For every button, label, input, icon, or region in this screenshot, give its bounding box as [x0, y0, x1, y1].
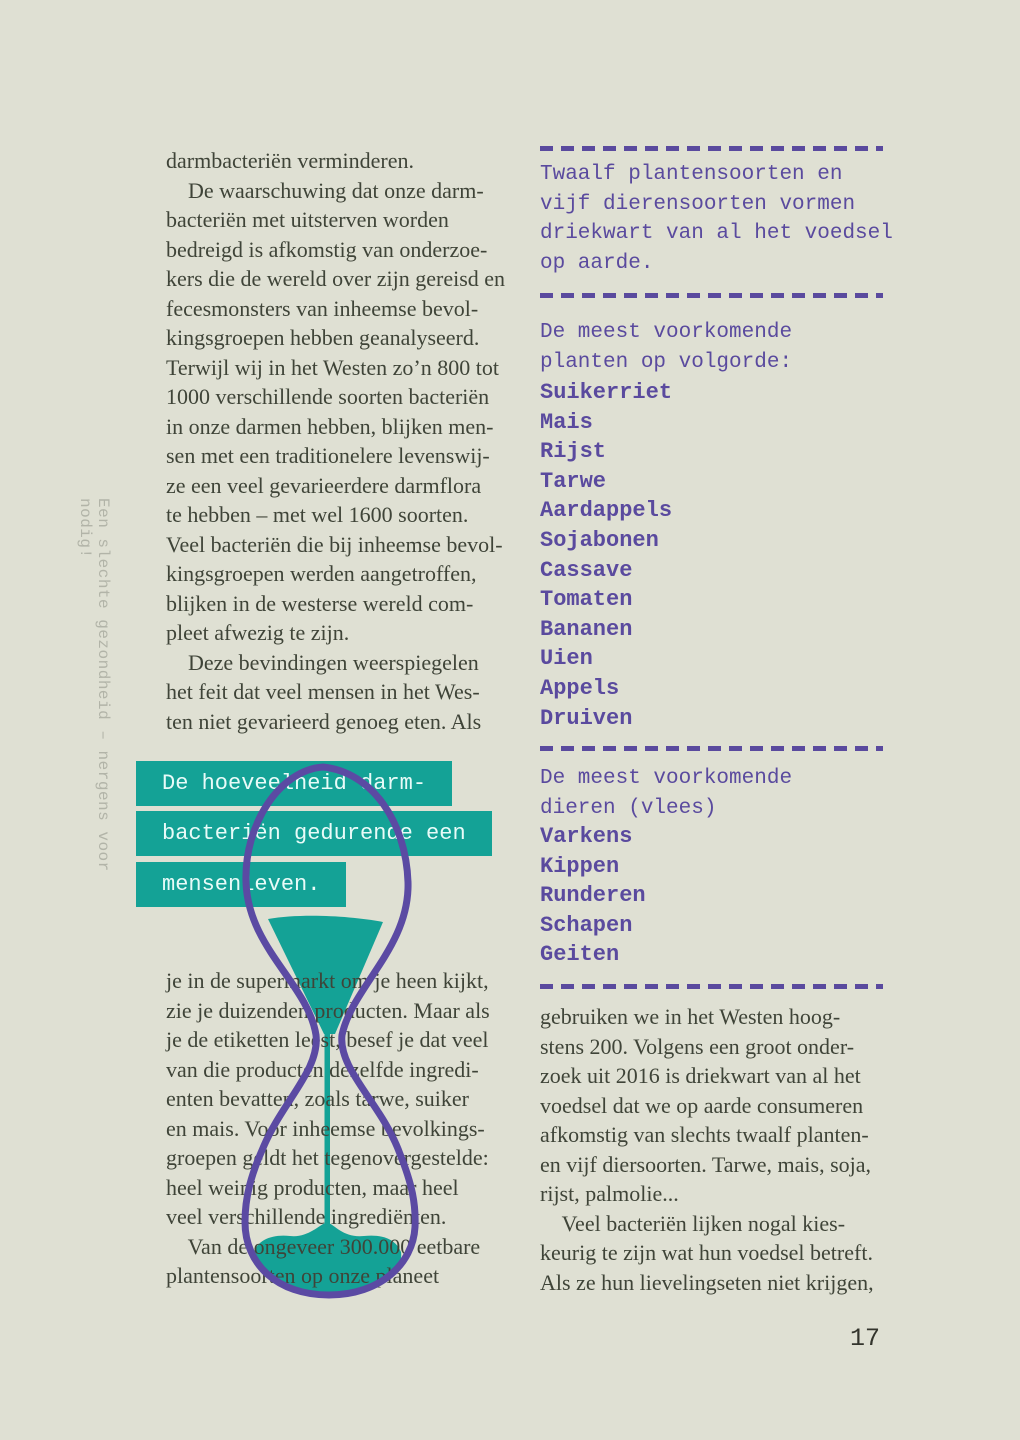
- page-number: 17: [850, 1324, 881, 1353]
- text-line: op aarde.: [540, 251, 654, 275]
- text-line: ze een veel gevarieerdere darmflora: [166, 472, 482, 498]
- dashed-rule-1: [540, 146, 883, 151]
- text-line: veel verschillende ingrediënten.: [166, 1204, 447, 1229]
- spine-text: Een slechte gezondheid – nergens voor nodig!: [76, 498, 112, 872]
- text-line: rijst, palmolie...: [540, 1181, 679, 1206]
- text-line: Aardappels: [540, 498, 673, 524]
- text-line: Tomaten: [540, 587, 633, 613]
- text-line: Bananen: [540, 616, 633, 642]
- text-line: sen met een traditionelere levenswij-: [166, 443, 490, 468]
- dashed-rule-4: [540, 984, 883, 989]
- text-line: plantensoorten op onze planeet: [166, 1263, 440, 1288]
- text-line: bedreigd is afkomstig van onderzoe-: [166, 236, 488, 262]
- text-line: stens 200. Volgens een groot onder-: [540, 1033, 855, 1059]
- text-line: De meest voorkomende: [540, 767, 793, 790]
- text-line: De waarschuwing dat onze darm-: [166, 177, 484, 203]
- text-line: Van de ongeveer 300.000 eetbare: [166, 1233, 481, 1259]
- left-column-paragraph-1: [166, 146, 536, 736]
- text-line: pleet afwezig te zijn.: [166, 620, 350, 645]
- text-line: Deze bevindingen weerspiegelen: [166, 649, 479, 675]
- text-line: Appels: [540, 675, 620, 701]
- text-line: Tarwe: [540, 468, 607, 494]
- text-line: Veel bacteriën lijken nogal kies-: [540, 1210, 846, 1236]
- fact-statement: [540, 160, 893, 278]
- text-line: het feit dat veel mensen in het Wes-: [166, 679, 480, 704]
- dashed-rule-2: [540, 293, 883, 298]
- text-line: Cassave: [540, 557, 633, 583]
- text-line: zie je duizenden producten. Maar als: [166, 997, 490, 1023]
- text-line: je in de supermarkt om je heen kijkt,: [166, 968, 489, 993]
- text-line: ten niet gevarieerd genoeg eten. Als: [166, 708, 482, 734]
- text-line: heel weinig producten, maar heel: [166, 1174, 459, 1200]
- text-line: en mais. Voor inheemse bevolkings-: [166, 1115, 485, 1141]
- text-line: kers die de wereld over zijn gereisd en: [166, 266, 506, 291]
- text-line: Suikerriet: [540, 380, 673, 405]
- text-line: Rijst: [540, 439, 607, 465]
- text-line: groepen geldt het tegenovergestelde:: [166, 1145, 489, 1170]
- animals-list: [540, 822, 646, 970]
- text-line: blijken in de westerse wereld com-: [166, 590, 474, 616]
- text-line: in onze darmen hebben, blijken men-: [166, 413, 494, 439]
- text-line: driekwart van al het voedsel: [540, 222, 893, 245]
- text-line: Als ze hun lievelingseten niet krijgen,: [540, 1269, 874, 1295]
- text-line: kingsgroepen werden aangetroffen,: [166, 561, 477, 586]
- dashed-rule-3: [540, 746, 883, 751]
- text-line: Twaalf plantensoorten en: [540, 163, 843, 186]
- text-line: Varkens: [540, 824, 633, 849]
- callout-bar-1: De hoeveelheid darm-: [136, 761, 452, 806]
- text-line: Geiten: [540, 942, 620, 968]
- plants-list-heading: [540, 318, 792, 377]
- text-line: zoek uit 2016 is driekwart van al het: [540, 1063, 861, 1088]
- left-column-paragraph-2: [166, 966, 536, 1291]
- text-line: Schapen: [540, 912, 633, 938]
- text-line: Uien: [540, 646, 593, 672]
- callout-bar-3: mensenleven.: [136, 862, 346, 907]
- text-line: Druiven: [540, 705, 633, 731]
- text-line: afkomstig van slechts twaalf planten-: [540, 1122, 869, 1147]
- text-line: enten bevatten, zoals tarwe, suiker: [166, 1086, 469, 1111]
- text-line: Kippen: [540, 853, 620, 879]
- text-line: bacteriën met uitsterven worden: [166, 207, 449, 232]
- text-line: Runderen: [540, 883, 646, 909]
- plants-list: [540, 378, 672, 733]
- text-line: te hebben – met wel 1600 soorten.: [166, 502, 469, 527]
- text-line: Terwijl wij in het Westen zo’n 800 tot: [166, 354, 499, 380]
- text-line: fecesmonsters van inheemse bevol-: [166, 295, 479, 321]
- text-line: en vijf diersoorten. Tarwe, mais, soja,: [540, 1151, 872, 1177]
- text-line: darmbacteriën verminderen.: [166, 148, 414, 173]
- right-column-paragraph: [540, 1002, 910, 1297]
- text-line: vijf dierensoorten vormen: [540, 192, 856, 216]
- text-line: planten op volgorde:: [540, 350, 793, 374]
- text-line: je de etiketten leest, besef je dat veel: [166, 1027, 489, 1052]
- text-line: gebruiken we in het Westen hoog-: [540, 1004, 841, 1029]
- text-line: De meest voorkomende: [540, 321, 793, 344]
- text-line: keurig te zijn wat hun voedsel betreft.: [540, 1240, 873, 1265]
- text-line: kingsgroepen hebben geanalyseerd.: [166, 325, 480, 350]
- text-line: van die producten dezelfde ingredi-: [166, 1056, 479, 1082]
- text-line: Mais: [540, 409, 593, 435]
- animals-list-heading: [540, 764, 792, 823]
- text-line: Veel bacteriën die bij inheemse bevol-: [166, 531, 503, 557]
- callout-bar-2: bacteriën gedurende een: [136, 811, 492, 856]
- text-line: dieren (vlees): [540, 796, 717, 820]
- text-line: 1000 verschillende soorten bacteriën: [166, 384, 490, 409]
- text-line: voedsel dat we op aarde consumeren: [540, 1092, 864, 1118]
- text-line: Sojabonen: [540, 527, 659, 553]
